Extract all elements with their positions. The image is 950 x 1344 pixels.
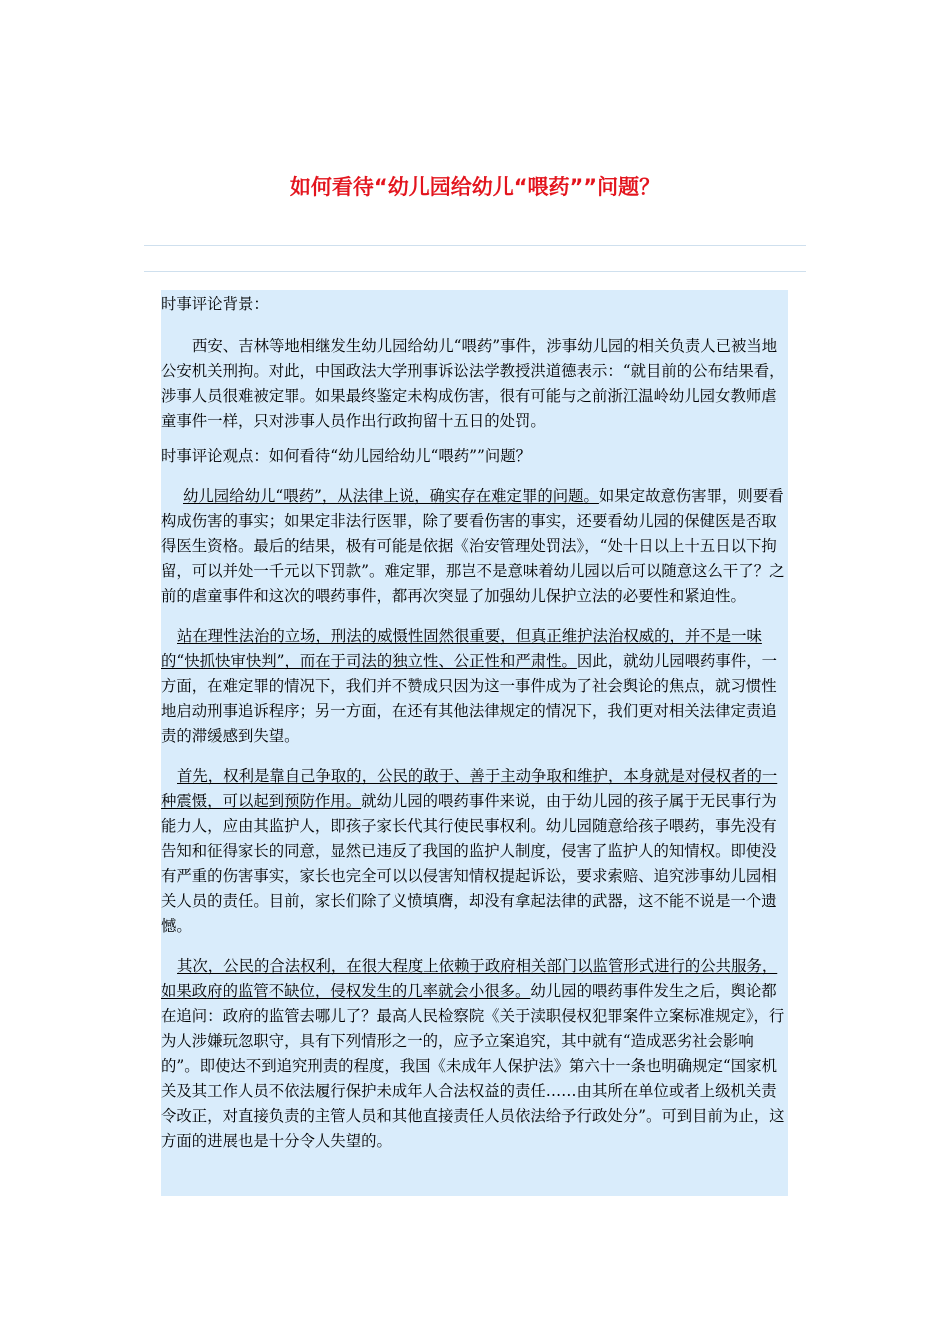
opinion-paragraph-lead: 站在理性法治的立场，刑法的威慑性固然很重要，但真正维护法治权威的，并不是一味的“快抓快审快判”，而在于司法的独立性、公正性和严肃性。 [161, 627, 762, 670]
page-title: 如何看待“幼儿园给幼儿“喂药””问题？ [289, 175, 661, 199]
background-text: 西安、吉林等地相继发生幼儿园给幼儿“喂药”事件，涉事幼儿园的相关负责人已被当地公安机关刑拘。对此，中国政法大学刑事诉讼法学教授洪道德表示：“就目前的公布结果看，涉事人员很难被定罪。如果最终鉴定未构成伤害，很有可能与之前浙江温岭幼儿园女教师虐童事件一样，只对涉事人员作出行政拘留十五日的处罚。 [161, 337, 785, 430]
opinion-paragraph [161, 624, 788, 749]
opinion-paragraph [161, 484, 788, 609]
article-body [161, 290, 788, 1196]
divider-bottom [144, 271, 806, 272]
opinion-paragraph-lead: 首先，权利是靠自己争取的，公民的敢于、善于主动争取和维护，本身就是对侵权者的一种震慑，可以起到预防作用。 [161, 767, 778, 810]
viewpoint-label: 时事评论观点：如何看待“幼儿园给幼儿“喂药””问题？ [161, 447, 532, 465]
opinion-paragraph-body: 幼儿园的喂药事件发生之后，舆论都在追问：政府的监管去哪儿了？最高人民检察院《关于渎职侵权犯罪案件立案标准规定》，行为人涉嫌玩忽职守，具有下列情形之一的，应予立案追究，其中就有“造成恶劣社会影响的”。即使达不到追究刑责的程度，我国《未成年人保护法》第六十一条也明确规定“国家机关及其工作人员不依法履行保护未成年人合法权益的责任……由其所在单位或者上级机关责令改正，对直接负责的主管人员和其他直接责任人员依法给予行政处分”。可到目前为止，这方面的进展也是十分令人失望的。 [161, 982, 785, 1150]
opinion-paragraph [161, 764, 788, 939]
opinion-paragraph-body: 就幼儿园的喂药事件来说，由于幼儿园的孩子属于无民事行为能力人，应由其监护人，即孩子家长代其行使民事权利。幼儿园随意给孩子喂药，事先没有告知和征得家长的同意，显然已违反了我国的监护人制度，侵害了监护人的知情权。即使没有严重的伤害事实，家长也完全可以以侵害知情权提起诉讼，要求索赔、追究涉事幼儿园相关人员的责任。目前，家长们除了义愤填膺，却没有拿起法律的武器，这不能不说是一个遗憾。 [161, 792, 777, 935]
opinion-paragraph-body: 如果定故意伤害罪，则要看构成伤害的事实；如果定非法行医罪，除了要看伤害的事实，还要看幼儿园的保健医是否取得医生资格。最后的结果，极有可能是依据《治安管理处罚法》，“处十日以上十五日以下拘留，可以并处一千元以下罚款”。难定罪，那岂不是意味着幼儿园以后可以随意这么干了？之前的虐童事件和这次的喂药事件，都再次突显了加强幼儿保护立法的必要性和紧迫性。 [161, 487, 785, 605]
opinion-paragraph [161, 954, 788, 1154]
background-label: 时事评论背景： [161, 295, 269, 313]
opinion-paragraph-lead: 幼儿园给幼儿“喂药”，从法律上说，确实存在难定罪的问题。 [183, 487, 599, 505]
background-paragraph [161, 334, 788, 434]
opinion-paragraph-lead: 其次，公民的合法权利，在很大程度上依赖于政府相关部门以监管形式进行的公共服务，如果政府的监管不缺位，侵权发生的几率就会小很多。 [161, 957, 778, 1000]
opinion-paragraph-body: 因此，就幼儿园喂药事件，一方面，在难定罪的情况下，我们并不赞成只因为这一事件成为了社会舆论的焦点，就习惯性地启动刑事追诉程序；另一方面，在还有其他法律规定的情况下，我们更对相关法律定责追责的滞缓感到失望。 [161, 652, 777, 745]
divider-top [144, 245, 806, 246]
